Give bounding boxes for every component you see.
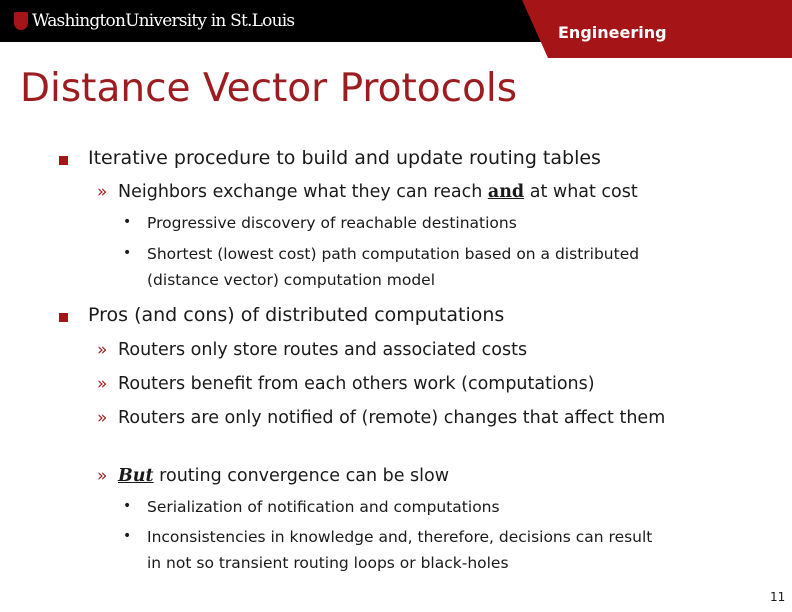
sub-bullet-text: Routers benefit from each others work (computations) <box>118 374 595 394</box>
dot-bullet-icon: • <box>123 245 132 261</box>
dot-bullet-icon: • <box>123 214 132 230</box>
page-number: 11 <box>770 590 786 604</box>
university-name: WashingtonUniversity in St.Louis <box>32 11 295 31</box>
item-text: Inconsistencies in knowledge and, therefore, decisions can result <box>147 528 653 546</box>
sub-bullet-text: Neighbors exchange what they can reach and at what cost <box>118 182 638 202</box>
chevron-bullet-icon: » <box>97 408 108 428</box>
chevron-bullet-icon: » <box>97 466 108 486</box>
item-text: Serialization of notification and computations <box>147 498 500 516</box>
item-text: Progressive discovery of reachable destinations <box>147 214 517 232</box>
school-name: Engineering <box>558 23 667 42</box>
bullet-text: Pros (and cons) of distributed computations <box>88 304 505 326</box>
university-logo <box>14 11 294 31</box>
chevron-bullet-icon: » <box>97 340 108 360</box>
sub-bullet-text: Routers are only notified of (remote) changes that affect them <box>118 408 666 428</box>
item-text-continued: in not so transient routing loops or black-holes <box>147 554 509 572</box>
emphasis-and: and <box>487 182 525 202</box>
shield-icon <box>14 12 28 30</box>
chevron-bullet-icon: » <box>97 182 108 202</box>
sub-bullet-text: But routing convergence can be slow <box>118 466 450 486</box>
dot-bullet-icon: • <box>123 528 132 544</box>
dot-bullet-icon: • <box>123 498 132 514</box>
sub-bullet-text: Routers only store routes and associated costs <box>118 340 528 360</box>
emphasis-but: But <box>118 466 154 486</box>
square-bullet-icon <box>59 156 68 165</box>
item-text-continued: (distance vector) computation model <box>147 271 436 289</box>
item-text: Shortest (lowest cost) path computation based on a distributed <box>147 245 640 263</box>
bullet-text: Iterative procedure to build and update routing tables <box>88 147 601 169</box>
slide-title: Distance Vector Protocols <box>20 66 518 111</box>
square-bullet-icon <box>59 313 68 322</box>
chevron-bullet-icon: » <box>97 374 108 394</box>
